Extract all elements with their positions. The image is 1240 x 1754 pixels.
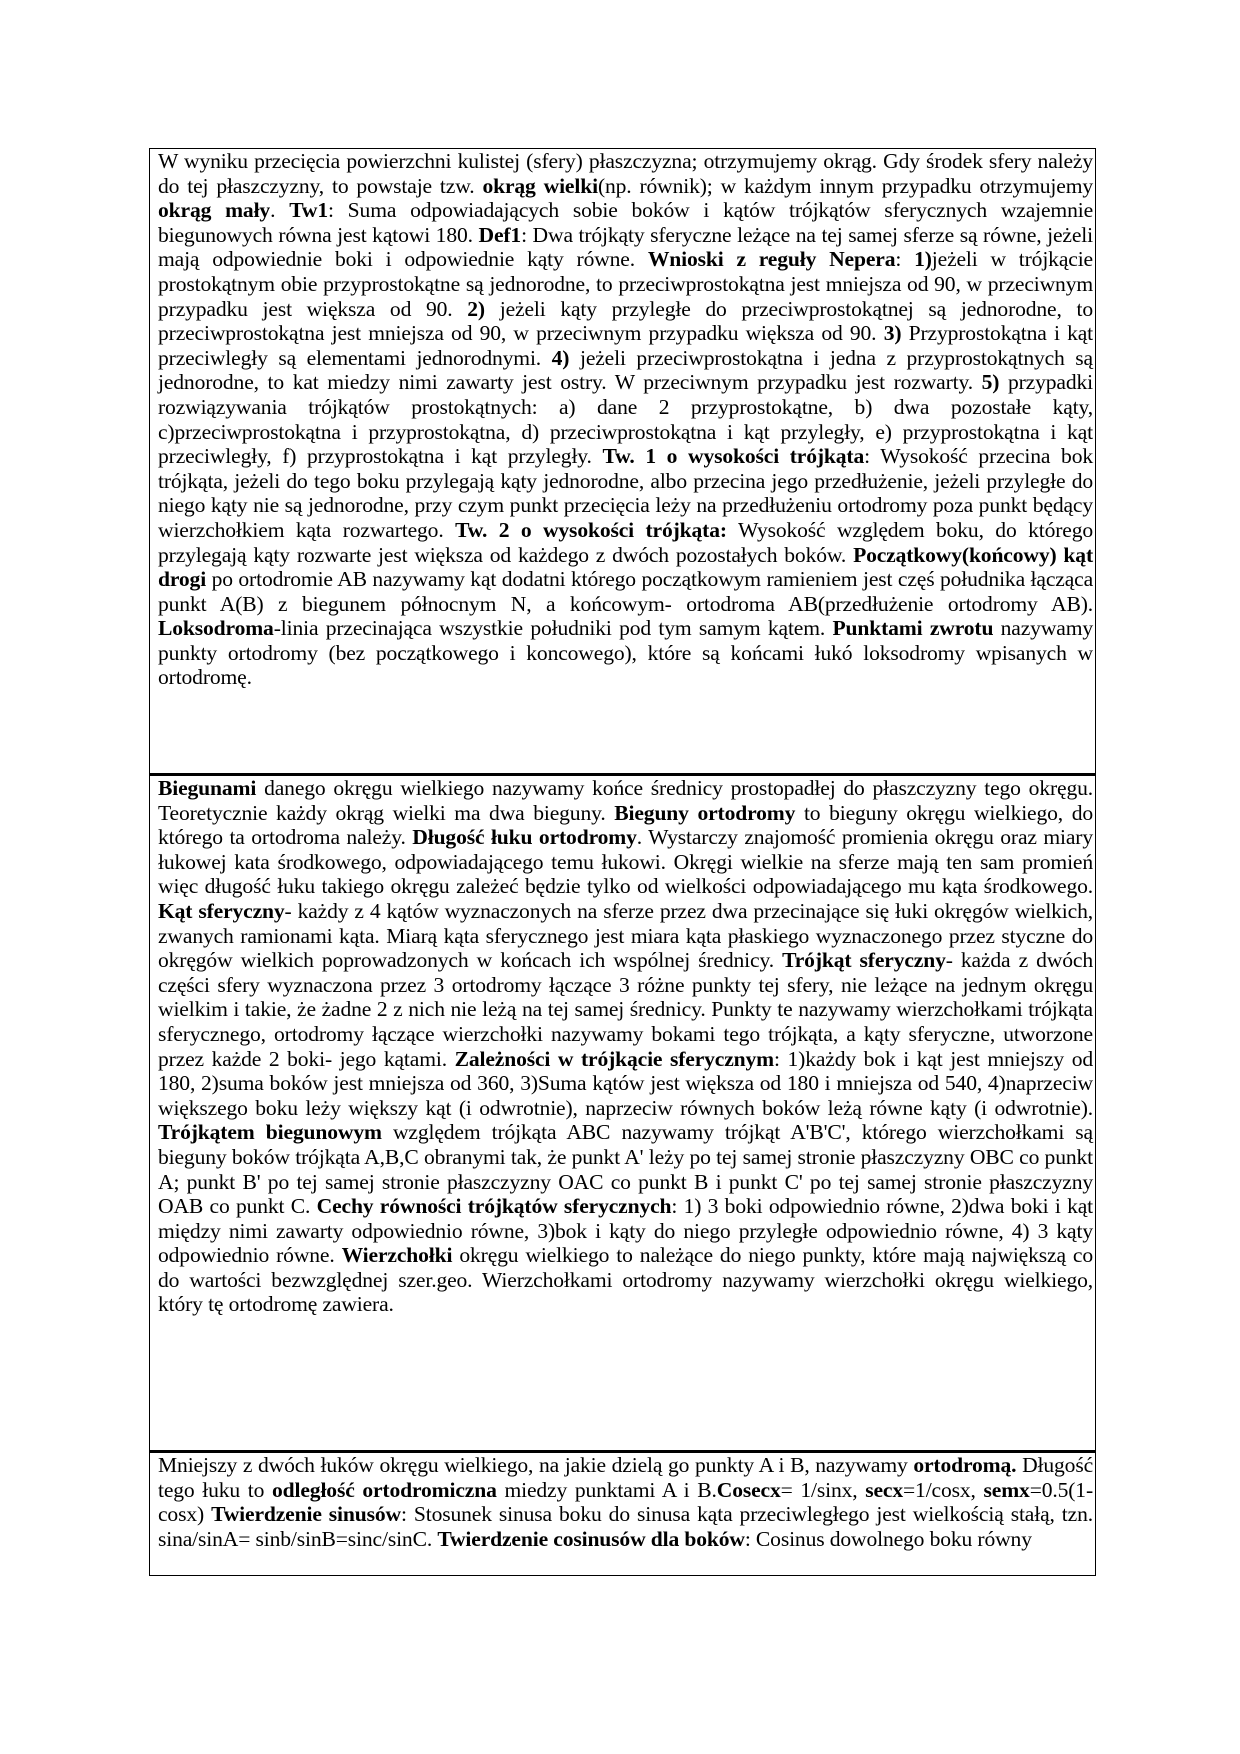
- bold-term: Początkowy(końcowy) kąt drogi: [158, 542, 1093, 592]
- text-run: Mniejszy z dwóch łuków okręgu wielkiego, na jakie dzielą go punkty A i B, nazywamy: [158, 1453, 914, 1477]
- document-page: [149, 148, 1096, 1576]
- text-run: jeżeli w trójkącie prostokątnym obie przyprostokątne są jednorodne, to przeciwprostokątna jest mniejsza od 90, w przeciwnym przypadku jest większa od 90.: [158, 247, 1093, 321]
- bold-term: 3): [883, 321, 902, 346]
- bold-term: Cosecx: [716, 1477, 781, 1502]
- text-run: danego okręgu wielkiego nazywamy końce średnicy prostopadłej do płaszczyzny tego okręgu. Teoretycznie każdy okrąg wielki ma dwa bieguny.: [158, 776, 1093, 825]
- text-run: : Dwa trójkąty sferyczne leżące na tej samej sferze są równe, jeżeli mają odpowiednie boki i odpowiednie kąty równe.: [158, 222, 1093, 272]
- bold-term: Loksodroma: [158, 616, 274, 641]
- text-run: : 1) 3 boki odpowiednio równe, 2)dwa boki i kąt między nimi zawarty odpowiednio równe, 3)bok i kąty do niego przyległe odpowiednio równe, 4) 3 kąty odpowiednio równe.: [158, 1194, 1093, 1268]
- bold-term: Twierdzenie cosinusów dla boków: [437, 1526, 745, 1551]
- text-run: nazywamy punkty ortodromy (bez początkowego i koncowego), które są końcami łukó loksodromy wpisanych w ortodromę.: [158, 616, 1093, 690]
- bold-term: Trójkąt sferyczny: [782, 948, 946, 973]
- bold-term: Def1: [478, 222, 522, 247]
- text-run: . Wystarczy znajomość promienia okręgu oraz miary łukowej kata środkowego, odpowiadającego temu łukowi. Okręgi wielkie na sferze mają ten sam promień więc długość łuku takiego okręgu zależeć będzie tylko od wielkości odpowiadającego mu kąta środkowego.: [158, 825, 1093, 899]
- paragraph: [158, 776, 1093, 1317]
- bold-term: 4): [551, 345, 570, 370]
- text-run: - każda z dwóch części sfery wyznaczona przez 3 ortodromy łączące 3 różne punkty tej sfery, nie leżące na jednym okręgu wielkim i takie, że żadne 2 z nich nie leżą na tej samej średnicy. Punkty te nazywamy wierzchołkami trójkąta sferycznego, ortodromy łączące wierzchołki nazywamy bokami tego trójkąta, a kąty sferyczne, utworzone przez każde 2 boki- jego kątami.: [158, 948, 1093, 1071]
- text-block-definitions: [149, 148, 1096, 774]
- text-run: miedzy punktami A i B.: [496, 1477, 717, 1502]
- paragraph: [158, 1453, 1093, 1551]
- bold-term: Wierzchołki: [341, 1243, 453, 1268]
- text-run: : Suma odpowiadających sobie boków i kątów trójkątów sferycznych wzajemnie biegunowych równa jest kątowi 180.: [158, 198, 1094, 247]
- text-run: Długość tego łuku to: [158, 1453, 1094, 1502]
- text-block-spherical-triangle: [149, 774, 1096, 1451]
- bold-term: Długość łuku ortodromy: [412, 825, 637, 850]
- bold-term: ortodromą.: [913, 1453, 1017, 1477]
- text-run: jeżeli kąty przyległe do przeciwprostokątnej są jednorodne, to przeciwprostokątna jest mniejsza od 90, w przeciwnym przypadku większa od 90.: [158, 296, 1093, 346]
- text-run: W wyniku przecięcia powierzchni kulistej (sfery) płaszczyzna; otrzymujemy okrąg. Gdy środek sfery należy do tej płaszczyzny, to powstaje tzw.: [158, 149, 1093, 198]
- bold-term: Bieguny ortodromy: [614, 800, 796, 825]
- bold-term: 1): [914, 247, 932, 272]
- text-run: =0.5(1-cosx): [158, 1477, 1093, 1527]
- text-run: jeżeli przeciwprostokątna i jedna z przyprostokątnych są jednorodne, to kat miedzy nimi zawarty jest ostry. W przeciwnym przypadku jest rozwarty.: [158, 345, 1093, 395]
- text-run: .: [270, 198, 290, 223]
- bold-term: okrąg wielki: [482, 173, 598, 198]
- bold-term: Twierdzenie sinusów: [211, 1502, 401, 1527]
- bold-term: Cechy równości trójkątów sferycznych: [316, 1194, 672, 1219]
- bold-term: Tw. 2 o wysokości trójkąta:: [455, 517, 727, 542]
- bold-term: Trójkątem biegunowym: [158, 1120, 382, 1145]
- text-run: przypadki rozwiązywania trójkątów prostokątnych: a) dane 2 przyprostokątne, b) dwa pozostałe kąty, c)przeciwprostokątna i przyprostokątna, d) przeciwprostokątna i kąt przyległy, e) przyprostokątna i kąt przeciwległy, f) przyprostokątna i kąt przyległy.: [158, 370, 1093, 469]
- bold-term: secx: [865, 1477, 904, 1502]
- bold-term: Zależności w trójkącie sferycznym: [454, 1046, 775, 1071]
- text-run: : 1)każdy bok i kąt jest mniejszy od 180, 2)suma boków jest mniejsza od 360, 3)Suma kątów jest większa od 180 i mniejsza od 540, 4)naprzeciw większego boku leży większy kąt (i odwrotnie), naprzeciw równych boków leżą równe kąty (i odwrotnie).: [158, 1046, 1094, 1120]
- text-run: : Wysokość przecina bok trójkąta, jeżeli do tego boku przylegają kąty jednorodne, albo przecina jego przedłużenie, jeżeli przyległe do niego kąty nie są jednorodne, przy czym punkt przecięcia leży na przedłużeniu ortodromy poza punkt będący wierzchołkiem kąta rozwartego.: [158, 444, 1093, 542]
- text-run: : Stosunek sinusa boku do sinusa kąta przeciwległego jest wielkością stałą, tzn. sina/sinA= sinb/sinB=sinc/sinC.: [158, 1502, 1093, 1551]
- text-run: względem trójkąta ABC nazywamy trójkąt A'B'C', którego wierzchołkami są bieguny boków trójkąta A,B,C obranymi tak, że punkt A' leży po tej samej stronie płaszczyzny OBC co punkt A; punkt B' po tej samej stronie płaszczyzny OAC co punkt B i punkt C' po tej samej stronie płaszczyzny OAB co punkt C.: [158, 1120, 1093, 1219]
- bold-term: 5): [981, 370, 1000, 395]
- text-run: =1/cosx,: [903, 1477, 984, 1502]
- text-run: : Cosinus dowolnego boku równy: [744, 1526, 1032, 1551]
- bold-term: 2): [467, 296, 485, 321]
- text-run: = 1/sinx,: [780, 1477, 866, 1502]
- bold-term: okrąg mały: [158, 198, 271, 223]
- text-block-orthodrome: [149, 1451, 1096, 1576]
- bold-term: Tw1: [289, 198, 328, 223]
- bold-term: Punktami zwrotu: [832, 616, 994, 641]
- text-run: okręgu wielkiego to należące do niego punkty, które mają największą co do wartości bezwzględnej szer.geo. Wierzchołkami ortodromy nazywamy wierzchołki okręgu wielkiego, który tę ortodromę zawiera.: [158, 1243, 1093, 1317]
- bold-term: semx: [983, 1477, 1030, 1502]
- bold-term: odległość ortodromiczna: [272, 1477, 497, 1502]
- paragraph: [158, 149, 1093, 690]
- bold-term: Wnioski z reguły Nepera: [647, 247, 896, 272]
- bold-term: Biegunami: [158, 776, 257, 800]
- bold-term: Kąt sferyczny: [158, 898, 285, 923]
- text-run: Wysokość względem boku, do którego przylegają kąty rozwarte jest większa od każdego z dwóch pozostałych boków.: [158, 517, 1093, 567]
- text-run: (np. równik); w każdym innym przypadku otrzymujemy: [597, 173, 1093, 198]
- text-run: - każdy z 4 kątów wyznaczonych na sferze przez dwa przecinające się łuki okręgów wielkich, zwanych ramionami kąta. Miarą kąta sferycznego jest miara kąta płaskiego wyznaczonego przez styczne do okręgów wielkich poprowadzonych w końcach ich wspólnej średnicy.: [158, 898, 1093, 973]
- text-run: Przyprostokątna i kąt przeciwległy są elementami jednorodnymi.: [158, 321, 1093, 370]
- text-run: to bieguny okręgu wielkiego, do którego ta ortodroma należy.: [158, 800, 1093, 850]
- text-run: po ortodromie AB nazywamy kąt dodatni którego początkowym ramieniem jest częś południka łącząca punkt A(B) z biegunem północnym N, a końcowym- ortodroma AB(przedłużenie ortodromy AB).: [158, 567, 1093, 616]
- text-run: :: [895, 247, 915, 272]
- text-run: -linia przecinająca wszystkie południki pod tym samym kątem.: [273, 616, 833, 641]
- bold-term: Tw. 1 o wysokości trójkąta: [602, 444, 865, 469]
